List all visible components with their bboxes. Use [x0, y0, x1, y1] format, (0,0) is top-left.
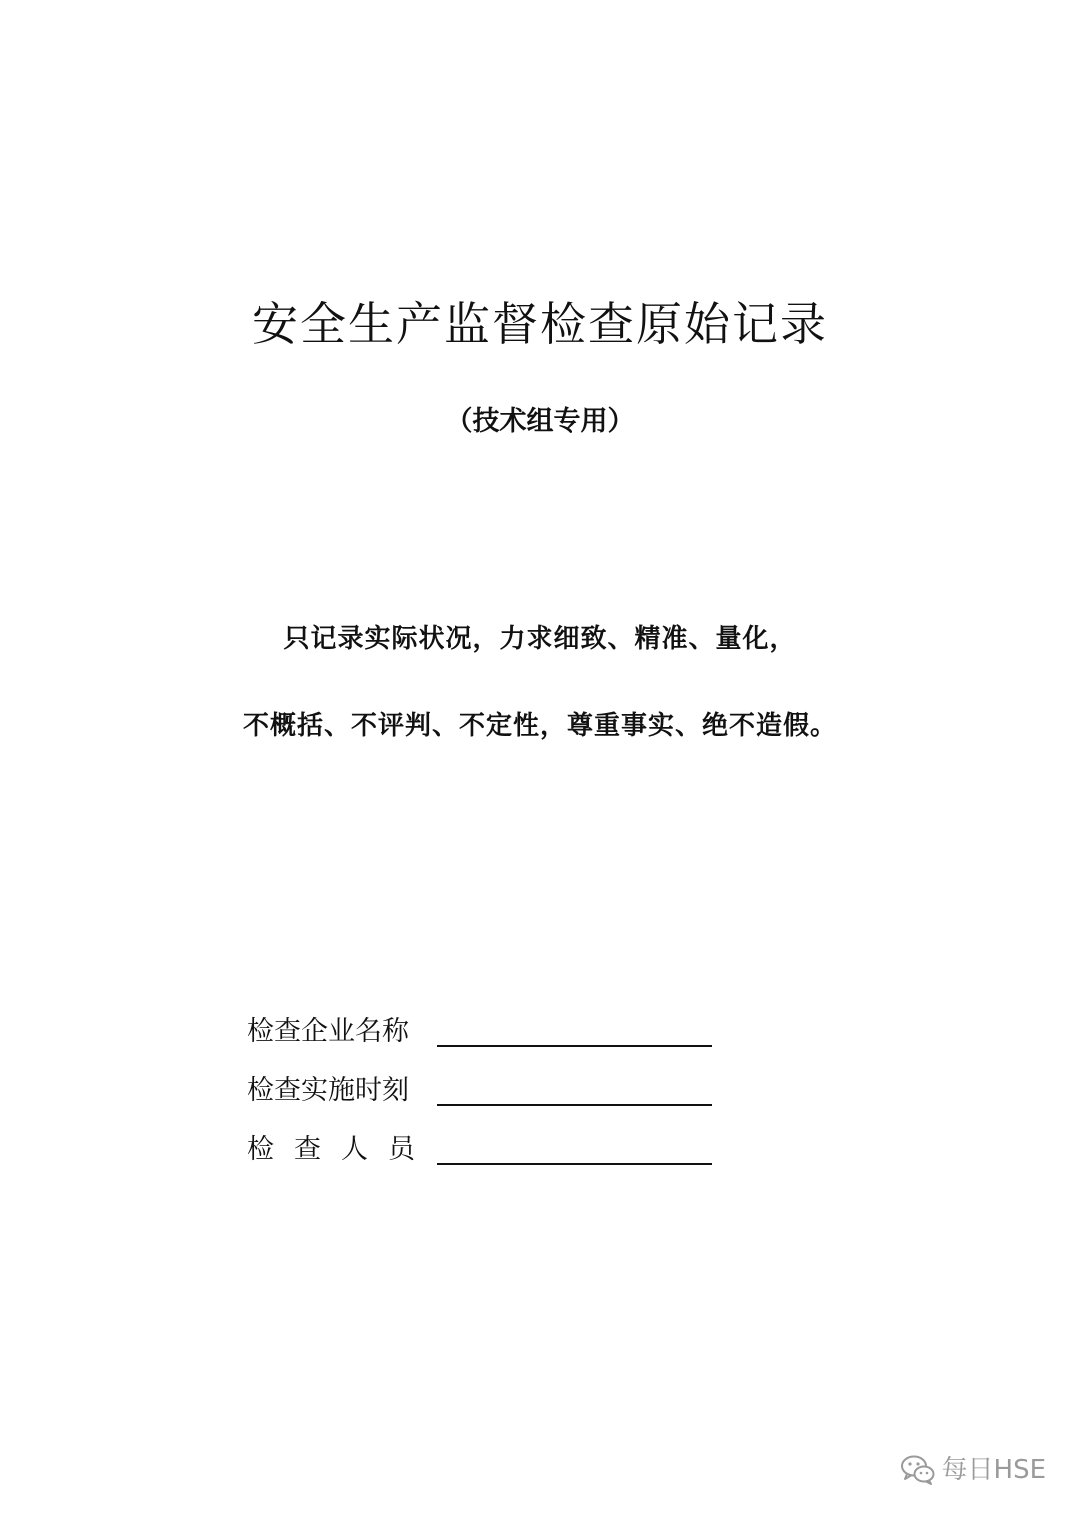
form-row-time	[247, 1067, 767, 1126]
company-name-field[interactable]	[437, 1045, 712, 1047]
inspectors-field[interactable]	[437, 1163, 712, 1165]
watermark	[900, 1450, 1046, 1490]
inspection-time-field[interactable]	[437, 1104, 712, 1106]
motto-line-1: 只记录实际状况，力求细致、精准、量化，	[283, 624, 797, 654]
inspectors-label: 检查人员	[247, 1134, 435, 1165]
form-row-company	[247, 1008, 767, 1067]
wechat-icon	[900, 1454, 936, 1486]
document-subtitle: （技术组专用）	[445, 406, 635, 437]
company-name-label: 检查企业名称	[247, 1016, 409, 1047]
motto-line-2: 不概括、不评判、不定性，尊重事实、绝不造假。	[242, 711, 837, 741]
form-row-inspectors	[247, 1126, 767, 1185]
watermark-text: 每日HSE	[941, 1455, 1046, 1485]
inspection-time-label: 检查实施时刻	[247, 1075, 409, 1106]
inspection-form	[247, 1008, 767, 1185]
document-title: 安全生产监督检查原始记录	[252, 297, 828, 351]
